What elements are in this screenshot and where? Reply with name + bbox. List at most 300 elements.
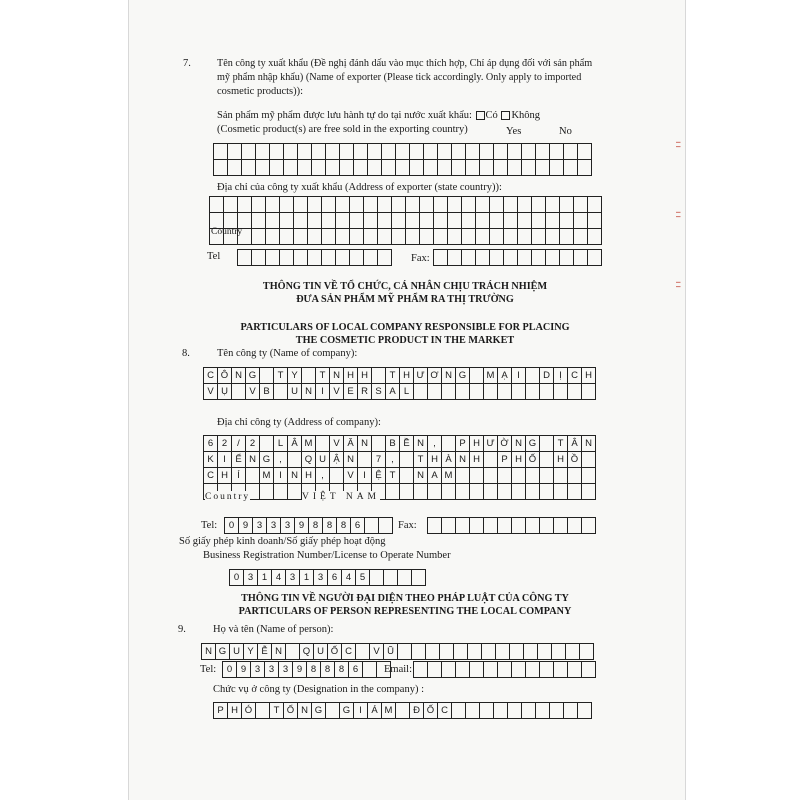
grid-cell[interactable]: N xyxy=(302,384,316,400)
grid-cell[interactable]: 6 xyxy=(328,570,342,586)
grid-cell[interactable]: G xyxy=(526,436,540,452)
grid-cell[interactable] xyxy=(550,703,564,719)
grid-cell[interactable]: V xyxy=(370,644,384,660)
grid-cell[interactable]: Ố xyxy=(328,644,342,660)
grid-cell[interactable] xyxy=(498,662,512,678)
grid-cell[interactable] xyxy=(470,518,484,534)
exporter-tel-grid[interactable] xyxy=(237,249,392,266)
grid-cell[interactable] xyxy=(512,518,526,534)
grid-cell[interactable]: A xyxy=(428,468,442,484)
grid-cell[interactable]: H xyxy=(302,468,316,484)
grid-cell[interactable]: K xyxy=(204,452,218,468)
grid-cell[interactable]: C xyxy=(204,368,218,384)
grid-cell[interactable]: P xyxy=(456,436,470,452)
grid-cell[interactable] xyxy=(526,468,540,484)
grid-cell[interactable] xyxy=(378,197,392,213)
grid-cell[interactable]: C xyxy=(438,703,452,719)
grid-cell[interactable] xyxy=(468,644,482,660)
grid-cell[interactable] xyxy=(406,229,420,245)
grid-cell[interactable] xyxy=(532,197,546,213)
grid-cell[interactable] xyxy=(484,484,498,500)
grid-cell[interactable] xyxy=(350,250,364,266)
grid-cell[interactable]: 8 xyxy=(307,662,321,678)
grid-cell[interactable]: N xyxy=(272,644,286,660)
grid-cell[interactable] xyxy=(498,484,512,500)
grid-cell[interactable]: , xyxy=(274,452,288,468)
grid-cell[interactable] xyxy=(242,144,256,160)
grid-cell[interactable] xyxy=(466,144,480,160)
grid-cell[interactable] xyxy=(588,229,602,245)
grid-cell[interactable] xyxy=(582,662,596,678)
grid-cell[interactable] xyxy=(406,213,420,229)
person-name-grid[interactable] xyxy=(201,643,594,660)
grid-cell[interactable]: 0 xyxy=(223,662,237,678)
grid-cell[interactable]: R xyxy=(358,384,372,400)
grid-cell[interactable] xyxy=(540,436,554,452)
grid-cell[interactable] xyxy=(414,384,428,400)
grid-cell[interactable] xyxy=(470,368,484,384)
grid-cell[interactable] xyxy=(498,518,512,534)
grid-cell[interactable] xyxy=(536,703,550,719)
grid-cell[interactable] xyxy=(364,250,378,266)
grid-cell[interactable]: G xyxy=(456,368,470,384)
grid-cell[interactable] xyxy=(336,197,350,213)
grid-cell[interactable] xyxy=(370,570,384,586)
grid-cell[interactable]: N xyxy=(456,452,470,468)
grid-cell[interactable] xyxy=(480,160,494,176)
grid-cell[interactable]: T xyxy=(386,468,400,484)
grid-cell[interactable] xyxy=(336,229,350,245)
grid-cell[interactable] xyxy=(454,644,468,660)
grid-cell[interactable] xyxy=(508,144,522,160)
grid-cell[interactable] xyxy=(330,468,344,484)
grid-cell[interactable]: D xyxy=(540,368,554,384)
grid-cell[interactable] xyxy=(294,229,308,245)
grid-cell[interactable] xyxy=(564,144,578,160)
grid-cell[interactable] xyxy=(294,213,308,229)
grid-cell[interactable] xyxy=(368,144,382,160)
grid-cell[interactable]: I xyxy=(358,468,372,484)
grid-cell[interactable] xyxy=(546,229,560,245)
grid-cell[interactable] xyxy=(214,160,228,176)
license-number-grid[interactable] xyxy=(229,569,426,586)
grid-cell[interactable] xyxy=(540,452,554,468)
grid-cell[interactable] xyxy=(482,644,496,660)
grid-cell[interactable] xyxy=(490,229,504,245)
grid-cell[interactable] xyxy=(420,213,434,229)
grid-cell[interactable] xyxy=(326,144,340,160)
grid-cell[interactable]: 3 xyxy=(314,570,328,586)
grid-cell[interactable] xyxy=(512,384,526,400)
grid-cell[interactable]: Â xyxy=(288,436,302,452)
grid-cell[interactable]: G xyxy=(340,703,354,719)
grid-cell[interactable] xyxy=(476,213,490,229)
grid-cell[interactable] xyxy=(286,644,300,660)
grid-cell[interactable] xyxy=(270,160,284,176)
grid-cell[interactable] xyxy=(426,644,440,660)
grid-cell[interactable] xyxy=(526,384,540,400)
grid-cell[interactable] xyxy=(560,213,574,229)
grid-cell[interactable]: N xyxy=(414,468,428,484)
grid-cell[interactable]: 2 xyxy=(218,436,232,452)
grid-cell[interactable]: M xyxy=(302,436,316,452)
grid-cell[interactable] xyxy=(540,662,554,678)
grid-cell[interactable]: 3 xyxy=(281,518,295,534)
grid-cell[interactable] xyxy=(238,197,252,213)
grid-cell[interactable]: H xyxy=(554,452,568,468)
grid-cell[interactable] xyxy=(256,144,270,160)
grid-cell[interactable] xyxy=(280,213,294,229)
grid-cell[interactable]: Â xyxy=(568,436,582,452)
grid-cell[interactable] xyxy=(280,197,294,213)
grid-cell[interactable] xyxy=(396,703,410,719)
grid-cell[interactable] xyxy=(554,518,568,534)
grid-cell[interactable] xyxy=(442,518,456,534)
grid-cell[interactable]: 0 xyxy=(225,518,239,534)
grid-cell[interactable] xyxy=(440,644,454,660)
grid-cell[interactable] xyxy=(364,229,378,245)
grid-cell[interactable]: V xyxy=(246,384,260,400)
grid-cell[interactable]: I xyxy=(512,368,526,384)
grid-cell[interactable]: Q xyxy=(302,452,316,468)
grid-cell[interactable] xyxy=(372,368,386,384)
grid-cell[interactable] xyxy=(434,213,448,229)
grid-cell[interactable] xyxy=(260,484,274,500)
grid-cell[interactable]: Ờ xyxy=(498,436,512,452)
grid-cell[interactable] xyxy=(546,250,560,266)
grid-cell[interactable]: G xyxy=(246,368,260,384)
grid-cell[interactable] xyxy=(326,160,340,176)
grid-cell[interactable] xyxy=(456,468,470,484)
grid-cell[interactable] xyxy=(540,484,554,500)
grid-cell[interactable]: Ơ xyxy=(428,368,442,384)
grid-cell[interactable] xyxy=(568,484,582,500)
grid-cell[interactable]: B xyxy=(386,436,400,452)
grid-cell[interactable] xyxy=(498,384,512,400)
grid-cell[interactable]: 8 xyxy=(323,518,337,534)
grid-cell[interactable]: N xyxy=(202,644,216,660)
grid-cell[interactable] xyxy=(470,484,484,500)
grid-cell[interactable]: T xyxy=(554,436,568,452)
grid-cell[interactable] xyxy=(470,662,484,678)
grid-cell[interactable] xyxy=(448,197,462,213)
grid-cell[interactable] xyxy=(340,144,354,160)
grid-cell[interactable] xyxy=(228,144,242,160)
grid-cell[interactable]: I xyxy=(218,452,232,468)
grid-cell[interactable] xyxy=(322,229,336,245)
grid-cell[interactable] xyxy=(568,468,582,484)
grid-cell[interactable] xyxy=(588,250,602,266)
grid-cell[interactable] xyxy=(532,229,546,245)
grid-cell[interactable] xyxy=(554,662,568,678)
grid-cell[interactable] xyxy=(228,160,242,176)
grid-cell[interactable]: T xyxy=(270,703,284,719)
grid-cell[interactable] xyxy=(428,484,442,500)
grid-cell[interactable]: Ụ xyxy=(218,384,232,400)
grid-cell[interactable]: G xyxy=(260,452,274,468)
grid-cell[interactable] xyxy=(384,570,398,586)
grid-cell[interactable]: 3 xyxy=(251,662,265,678)
grid-cell[interactable] xyxy=(354,160,368,176)
grid-cell[interactable]: 2 xyxy=(246,436,260,452)
grid-cell[interactable]: U xyxy=(230,644,244,660)
grid-cell[interactable] xyxy=(424,160,438,176)
grid-cell[interactable] xyxy=(378,229,392,245)
grid-cell[interactable] xyxy=(294,250,308,266)
grid-cell[interactable] xyxy=(452,144,466,160)
grid-cell[interactable]: Y xyxy=(288,368,302,384)
grid-cell[interactable] xyxy=(364,197,378,213)
grid-cell[interactable]: Í xyxy=(232,468,246,484)
grid-cell[interactable] xyxy=(358,452,372,468)
grid-cell[interactable] xyxy=(540,518,554,534)
grid-cell[interactable]: G xyxy=(216,644,230,660)
grid-cell[interactable]: Ậ xyxy=(330,452,344,468)
grid-cell[interactable] xyxy=(552,644,566,660)
grid-cell[interactable] xyxy=(494,160,508,176)
grid-cell[interactable] xyxy=(522,144,536,160)
grid-cell[interactable]: P xyxy=(498,452,512,468)
grid-cell[interactable] xyxy=(574,197,588,213)
grid-cell[interactable] xyxy=(574,229,588,245)
grid-cell[interactable]: H xyxy=(470,436,484,452)
grid-cell[interactable] xyxy=(546,197,560,213)
grid-cell[interactable] xyxy=(378,213,392,229)
grid-cell[interactable] xyxy=(398,570,412,586)
grid-cell[interactable] xyxy=(582,484,596,500)
grid-cell[interactable]: Ố xyxy=(424,703,438,719)
grid-cell[interactable] xyxy=(308,250,322,266)
company-name-grid[interactable] xyxy=(203,367,596,400)
grid-cell[interactable] xyxy=(518,197,532,213)
grid-cell[interactable]: U xyxy=(314,644,328,660)
grid-cell[interactable]: U xyxy=(288,384,302,400)
grid-cell[interactable] xyxy=(462,197,476,213)
grid-cell[interactable] xyxy=(392,229,406,245)
grid-cell[interactable] xyxy=(414,484,428,500)
grid-cell[interactable]: Ố xyxy=(526,452,540,468)
grid-cell[interactable]: N xyxy=(442,368,456,384)
grid-cell[interactable]: V xyxy=(344,468,358,484)
grid-cell[interactable] xyxy=(484,662,498,678)
grid-cell[interactable] xyxy=(392,197,406,213)
grid-cell[interactable] xyxy=(560,197,574,213)
grid-cell[interactable] xyxy=(484,384,498,400)
grid-cell[interactable]: 6 xyxy=(351,518,365,534)
grid-cell[interactable]: Ó xyxy=(242,703,256,719)
grid-cell[interactable]: Ũ xyxy=(384,644,398,660)
grid-cell[interactable] xyxy=(400,452,414,468)
grid-cell[interactable] xyxy=(508,703,522,719)
grid-cell[interactable] xyxy=(266,197,280,213)
grid-cell[interactable] xyxy=(476,250,490,266)
grid-cell[interactable]: 3 xyxy=(279,662,293,678)
grid-cell[interactable]: A xyxy=(386,384,400,400)
grid-cell[interactable] xyxy=(280,229,294,245)
grid-cell[interactable]: 7 xyxy=(372,452,386,468)
grid-cell[interactable]: 1 xyxy=(300,570,314,586)
grid-cell[interactable] xyxy=(462,229,476,245)
company-address-grid[interactable] xyxy=(203,435,596,500)
grid-cell[interactable] xyxy=(582,468,596,484)
grid-cell[interactable] xyxy=(238,250,252,266)
grid-cell[interactable] xyxy=(365,518,379,534)
grid-cell[interactable]: Ể xyxy=(232,452,246,468)
grid-cell[interactable] xyxy=(356,644,370,660)
grid-cell[interactable] xyxy=(588,197,602,213)
grid-cell[interactable] xyxy=(456,662,470,678)
grid-cell[interactable] xyxy=(456,484,470,500)
grid-cell[interactable]: Ô xyxy=(218,368,232,384)
grid-cell[interactable]: Q xyxy=(300,644,314,660)
grid-cell[interactable]: H xyxy=(470,452,484,468)
grid-cell[interactable] xyxy=(340,160,354,176)
grid-cell[interactable] xyxy=(420,229,434,245)
grid-cell[interactable] xyxy=(308,213,322,229)
grid-cell[interactable]: / xyxy=(232,436,246,452)
grid-cell[interactable] xyxy=(232,384,246,400)
grid-cell[interactable] xyxy=(452,160,466,176)
grid-cell[interactable] xyxy=(484,518,498,534)
grid-cell[interactable] xyxy=(442,436,456,452)
grid-cell[interactable]: T xyxy=(386,368,400,384)
grid-cell[interactable] xyxy=(526,662,540,678)
grid-cell[interactable] xyxy=(210,197,224,213)
grid-cell[interactable] xyxy=(252,213,266,229)
grid-cell[interactable] xyxy=(350,229,364,245)
grid-cell[interactable]: P xyxy=(214,703,228,719)
grid-cell[interactable]: 3 xyxy=(253,518,267,534)
grid-cell[interactable]: U xyxy=(316,452,330,468)
grid-cell[interactable]: C xyxy=(342,644,356,660)
grid-cell[interactable] xyxy=(582,452,596,468)
grid-cell[interactable]: 8 xyxy=(309,518,323,534)
grid-cell[interactable] xyxy=(574,250,588,266)
grid-cell[interactable] xyxy=(302,368,316,384)
grid-cell[interactable] xyxy=(284,144,298,160)
grid-cell[interactable] xyxy=(504,213,518,229)
grid-cell[interactable] xyxy=(496,644,510,660)
grid-cell[interactable] xyxy=(398,644,412,660)
grid-cell[interactable] xyxy=(322,250,336,266)
grid-cell[interactable] xyxy=(256,160,270,176)
grid-cell[interactable] xyxy=(456,518,470,534)
grid-cell[interactable] xyxy=(298,144,312,160)
grid-cell[interactable] xyxy=(438,160,452,176)
grid-cell[interactable] xyxy=(538,644,552,660)
grid-cell[interactable]: H xyxy=(358,368,372,384)
grid-cell[interactable]: H xyxy=(228,703,242,719)
grid-cell[interactable]: Ồ xyxy=(568,452,582,468)
grid-cell[interactable] xyxy=(550,160,564,176)
grid-cell[interactable]: 6 xyxy=(349,662,363,678)
grid-cell[interactable] xyxy=(526,518,540,534)
grid-cell[interactable]: N xyxy=(288,468,302,484)
grid-cell[interactable] xyxy=(560,250,574,266)
grid-cell[interactable] xyxy=(540,468,554,484)
grid-cell[interactable]: B xyxy=(260,384,274,400)
grid-cell[interactable] xyxy=(554,484,568,500)
grid-cell[interactable] xyxy=(379,518,393,534)
grid-cell[interactable] xyxy=(274,484,288,500)
grid-cell[interactable] xyxy=(252,197,266,213)
grid-cell[interactable] xyxy=(490,213,504,229)
grid-cell[interactable]: 5 xyxy=(356,570,370,586)
grid-cell[interactable]: H xyxy=(582,368,596,384)
grid-cell[interactable] xyxy=(428,518,442,534)
grid-cell[interactable] xyxy=(568,384,582,400)
grid-cell[interactable] xyxy=(336,213,350,229)
grid-cell[interactable] xyxy=(224,197,238,213)
grid-cell[interactable]: N xyxy=(246,452,260,468)
grid-cell[interactable] xyxy=(312,160,326,176)
grid-cell[interactable]: Á xyxy=(368,703,382,719)
exporter-name-grid[interactable] xyxy=(213,143,592,176)
grid-cell[interactable] xyxy=(280,250,294,266)
grid-cell[interactable] xyxy=(434,197,448,213)
grid-cell[interactable]: L xyxy=(400,384,414,400)
grid-cell[interactable]: C xyxy=(204,468,218,484)
grid-cell[interactable] xyxy=(420,197,434,213)
grid-cell[interactable] xyxy=(568,518,582,534)
grid-cell[interactable] xyxy=(566,644,580,660)
grid-cell[interactable]: N xyxy=(232,368,246,384)
grid-cell[interactable]: 8 xyxy=(337,518,351,534)
grid-cell[interactable]: 4 xyxy=(342,570,356,586)
grid-cell[interactable]: V xyxy=(330,436,344,452)
grid-cell[interactable] xyxy=(400,468,414,484)
grid-cell[interactable] xyxy=(448,229,462,245)
grid-cell[interactable] xyxy=(442,384,456,400)
grid-cell[interactable] xyxy=(462,213,476,229)
grid-cell[interactable] xyxy=(452,703,466,719)
grid-cell[interactable]: T xyxy=(316,368,330,384)
grid-cell[interactable] xyxy=(508,160,522,176)
grid-cell[interactable]: S xyxy=(372,384,386,400)
exporter-fax-grid[interactable] xyxy=(433,249,602,266)
grid-cell[interactable] xyxy=(294,197,308,213)
grid-cell[interactable] xyxy=(526,484,540,500)
grid-cell[interactable]: G xyxy=(312,703,326,719)
grid-cell[interactable]: N xyxy=(414,436,428,452)
designation-grid[interactable] xyxy=(213,702,592,719)
grid-cell[interactable] xyxy=(498,468,512,484)
grid-cell[interactable] xyxy=(414,662,428,678)
grid-cell[interactable]: M xyxy=(442,468,456,484)
grid-cell[interactable] xyxy=(412,644,426,660)
grid-cell[interactable] xyxy=(546,213,560,229)
grid-cell[interactable] xyxy=(260,436,274,452)
grid-cell[interactable]: V xyxy=(204,384,218,400)
person-email-grid[interactable] xyxy=(413,661,596,678)
grid-cell[interactable] xyxy=(568,662,582,678)
grid-cell[interactable]: V xyxy=(330,384,344,400)
grid-cell[interactable] xyxy=(518,213,532,229)
grid-cell[interactable] xyxy=(504,197,518,213)
grid-cell[interactable] xyxy=(392,213,406,229)
grid-cell[interactable] xyxy=(363,662,377,678)
grid-cell[interactable] xyxy=(412,570,426,586)
grid-cell[interactable] xyxy=(442,662,456,678)
grid-cell[interactable] xyxy=(564,160,578,176)
grid-cell[interactable] xyxy=(312,144,326,160)
grid-cell[interactable] xyxy=(424,144,438,160)
grid-cell[interactable]: 9 xyxy=(293,662,307,678)
grid-cell[interactable] xyxy=(364,213,378,229)
grid-cell[interactable]: 9 xyxy=(239,518,253,534)
grid-cell[interactable] xyxy=(266,213,280,229)
grid-cell[interactable] xyxy=(574,213,588,229)
